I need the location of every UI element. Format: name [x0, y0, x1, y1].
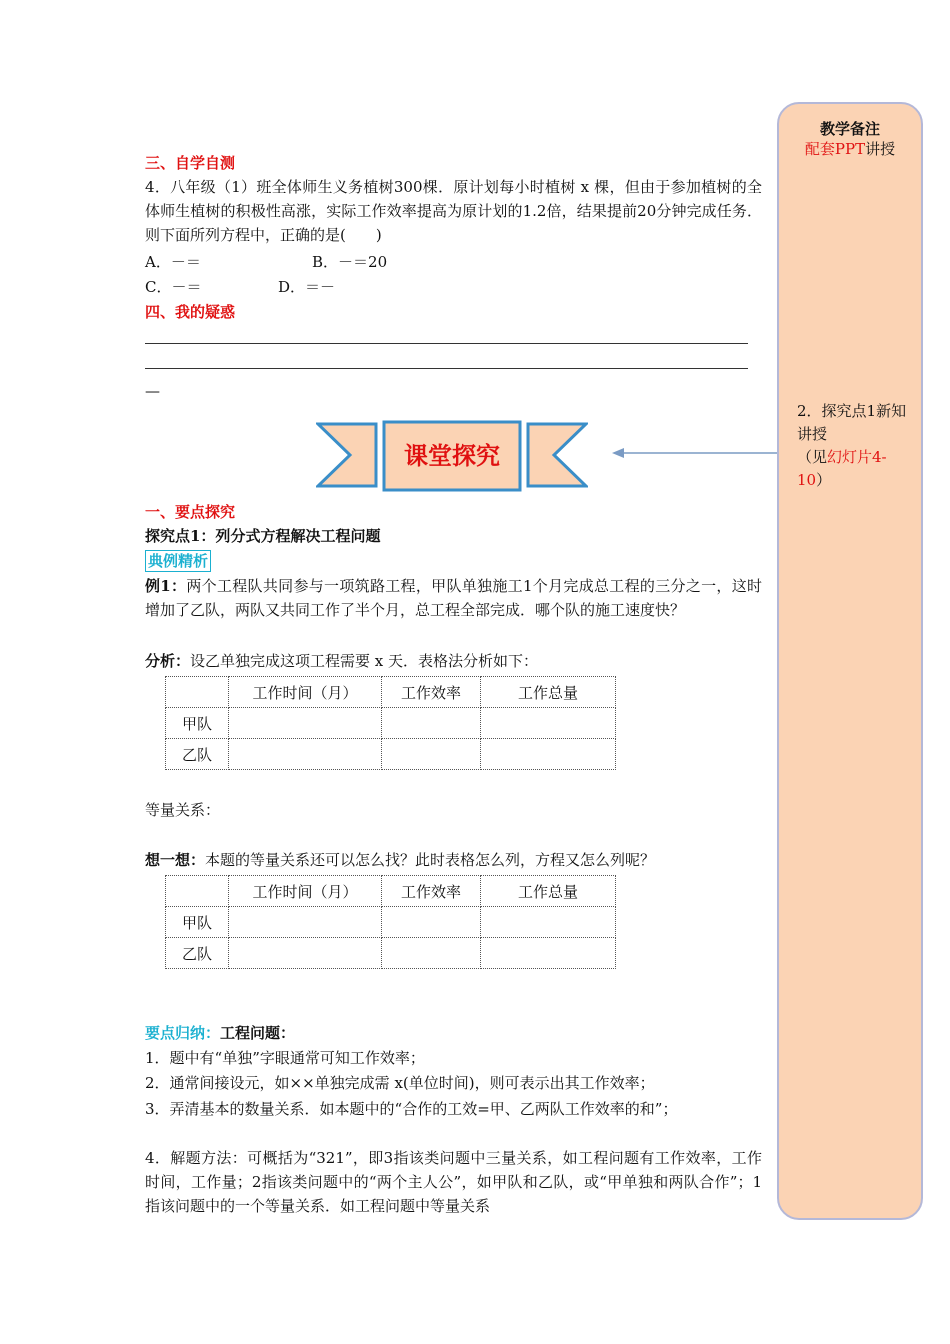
notes-item-2-text: 2．探究点1新知讲授: [797, 402, 907, 443]
notes-ppt-suffix: 讲授: [865, 140, 896, 158]
notes-subtitle: [779, 138, 921, 159]
part1-heading: 一、要点探究: [145, 503, 236, 521]
table-cell[interactable]: [481, 739, 616, 770]
header-cell-efficiency: 工作效率: [382, 876, 481, 907]
summary-heading: [145, 1022, 295, 1044]
banner-label: 课堂探究: [404, 442, 500, 470]
notes-item-2-slides: 幻灯片4-10: [797, 448, 887, 489]
analysis-table-2: [165, 875, 616, 969]
header-cell-total: 工作总量: [481, 677, 616, 708]
row-label-jia: 甲队: [166, 708, 229, 739]
notes-ppt: 配套PPT: [804, 140, 866, 158]
answer-dash: —: [145, 382, 160, 400]
table-cell[interactable]: [382, 708, 481, 739]
notes-item-2-open: （见: [797, 448, 828, 466]
header-cell-blank: [166, 677, 229, 708]
row-label-yi: 乙队: [166, 739, 229, 770]
arrow-icon: [610, 445, 780, 461]
answer-line-1: [145, 343, 748, 344]
summary-item-3: 3．弄清基本的数量关系．如本题中的“合作的工效=甲、乙两队工作效率的和”；: [145, 1100, 678, 1118]
table-cell[interactable]: [229, 907, 382, 938]
section3-heading: 三、自学自测: [145, 154, 236, 172]
row-label-yi: 乙队: [166, 938, 229, 969]
analysis-table-1: [165, 676, 616, 770]
table-cell[interactable]: [382, 907, 481, 938]
example-1: [145, 574, 762, 622]
summary-title: 工程问题：: [220, 1024, 296, 1042]
notes-item-2: [797, 400, 913, 492]
table-cell[interactable]: [229, 708, 382, 739]
option-b: B．－＝20: [312, 253, 388, 271]
analysis-label: 分析：: [145, 652, 191, 670]
summary-item-4: 4．解题方法：可概括为“321”，即3指该类问题中三量关系，如工程问题有工作效率，工作时间，工作量；2指该类问题中的“两个主人公”，如甲队和乙队，或“甲单独和两队合作”；1指该问题中的一个等量关系．如工程问题中等量关系: [145, 1149, 762, 1215]
table-cell[interactable]: [382, 938, 481, 969]
example-label: 例1：: [145, 577, 187, 595]
summary-label: 要点归纳：: [145, 1024, 221, 1042]
row-label-jia: 甲队: [166, 907, 229, 938]
option-c: C．－＝: [145, 278, 202, 296]
table-cell[interactable]: [481, 907, 616, 938]
header-cell-blank: [166, 876, 229, 907]
notes-title: 教学备注: [819, 120, 880, 138]
option-a: A．－＝: [145, 253, 201, 271]
table-cell[interactable]: [481, 708, 616, 739]
analysis: [145, 650, 538, 672]
table-cell[interactable]: [229, 938, 382, 969]
think-text: 本题的等量关系还可以怎么找？此时表格怎么列，方程又怎么列呢？: [205, 851, 656, 869]
option-d: D．＝－: [278, 278, 336, 296]
analysis-text: 设乙单独完成这项工程需要 x 天．表格法分析如下：: [190, 652, 539, 670]
question-4: 4．八年级（1）班全体师生义务植树300棵．原计划每小时植树 x 棵，但由于参加植树的全体师生植树的积极性高涨，实际工作效率提高为原计划的1.2倍，结果提前20分钟完成任务．则下面所列方程中，正确的是( ): [145, 178, 762, 244]
header-cell-efficiency: 工作效率: [382, 677, 481, 708]
table-cell[interactable]: [382, 739, 481, 770]
summary-item-1: 1．题中有“单独”字眼通常可知工作效率；: [145, 1049, 425, 1067]
topic-title: 探究点1：列分式方程解决工程问题: [145, 527, 381, 545]
example-text: 两个工程队共同参与一项筑路工程，甲队单独施工1个月完成总工程的三分之一，这时增加了乙队，两队又共同工作了半个月，总工程全部完成．哪个队的施工速度快？: [145, 577, 762, 619]
header-cell-total: 工作总量: [481, 876, 616, 907]
answer-line-2: [145, 368, 748, 369]
think: [145, 849, 655, 871]
summary-item-2: 2．通常间接设元，如××单独完成需 x(单位时间)，则可表示出其工作效率；: [145, 1074, 655, 1092]
notes-item-2-close: ）: [816, 471, 832, 489]
table-cell[interactable]: [481, 938, 616, 969]
equal-relation: 等量关系：: [145, 801, 221, 819]
table-cell[interactable]: [229, 739, 382, 770]
section4-heading: 四、我的疑惑: [145, 303, 236, 321]
header-cell-time: 工作时间（月）: [229, 876, 382, 907]
header-cell-time: 工作时间（月）: [229, 677, 382, 708]
teaching-notes-panel: [777, 102, 923, 1220]
think-label: 想一想：: [145, 851, 206, 869]
example-tag: 典例精析: [145, 550, 211, 572]
